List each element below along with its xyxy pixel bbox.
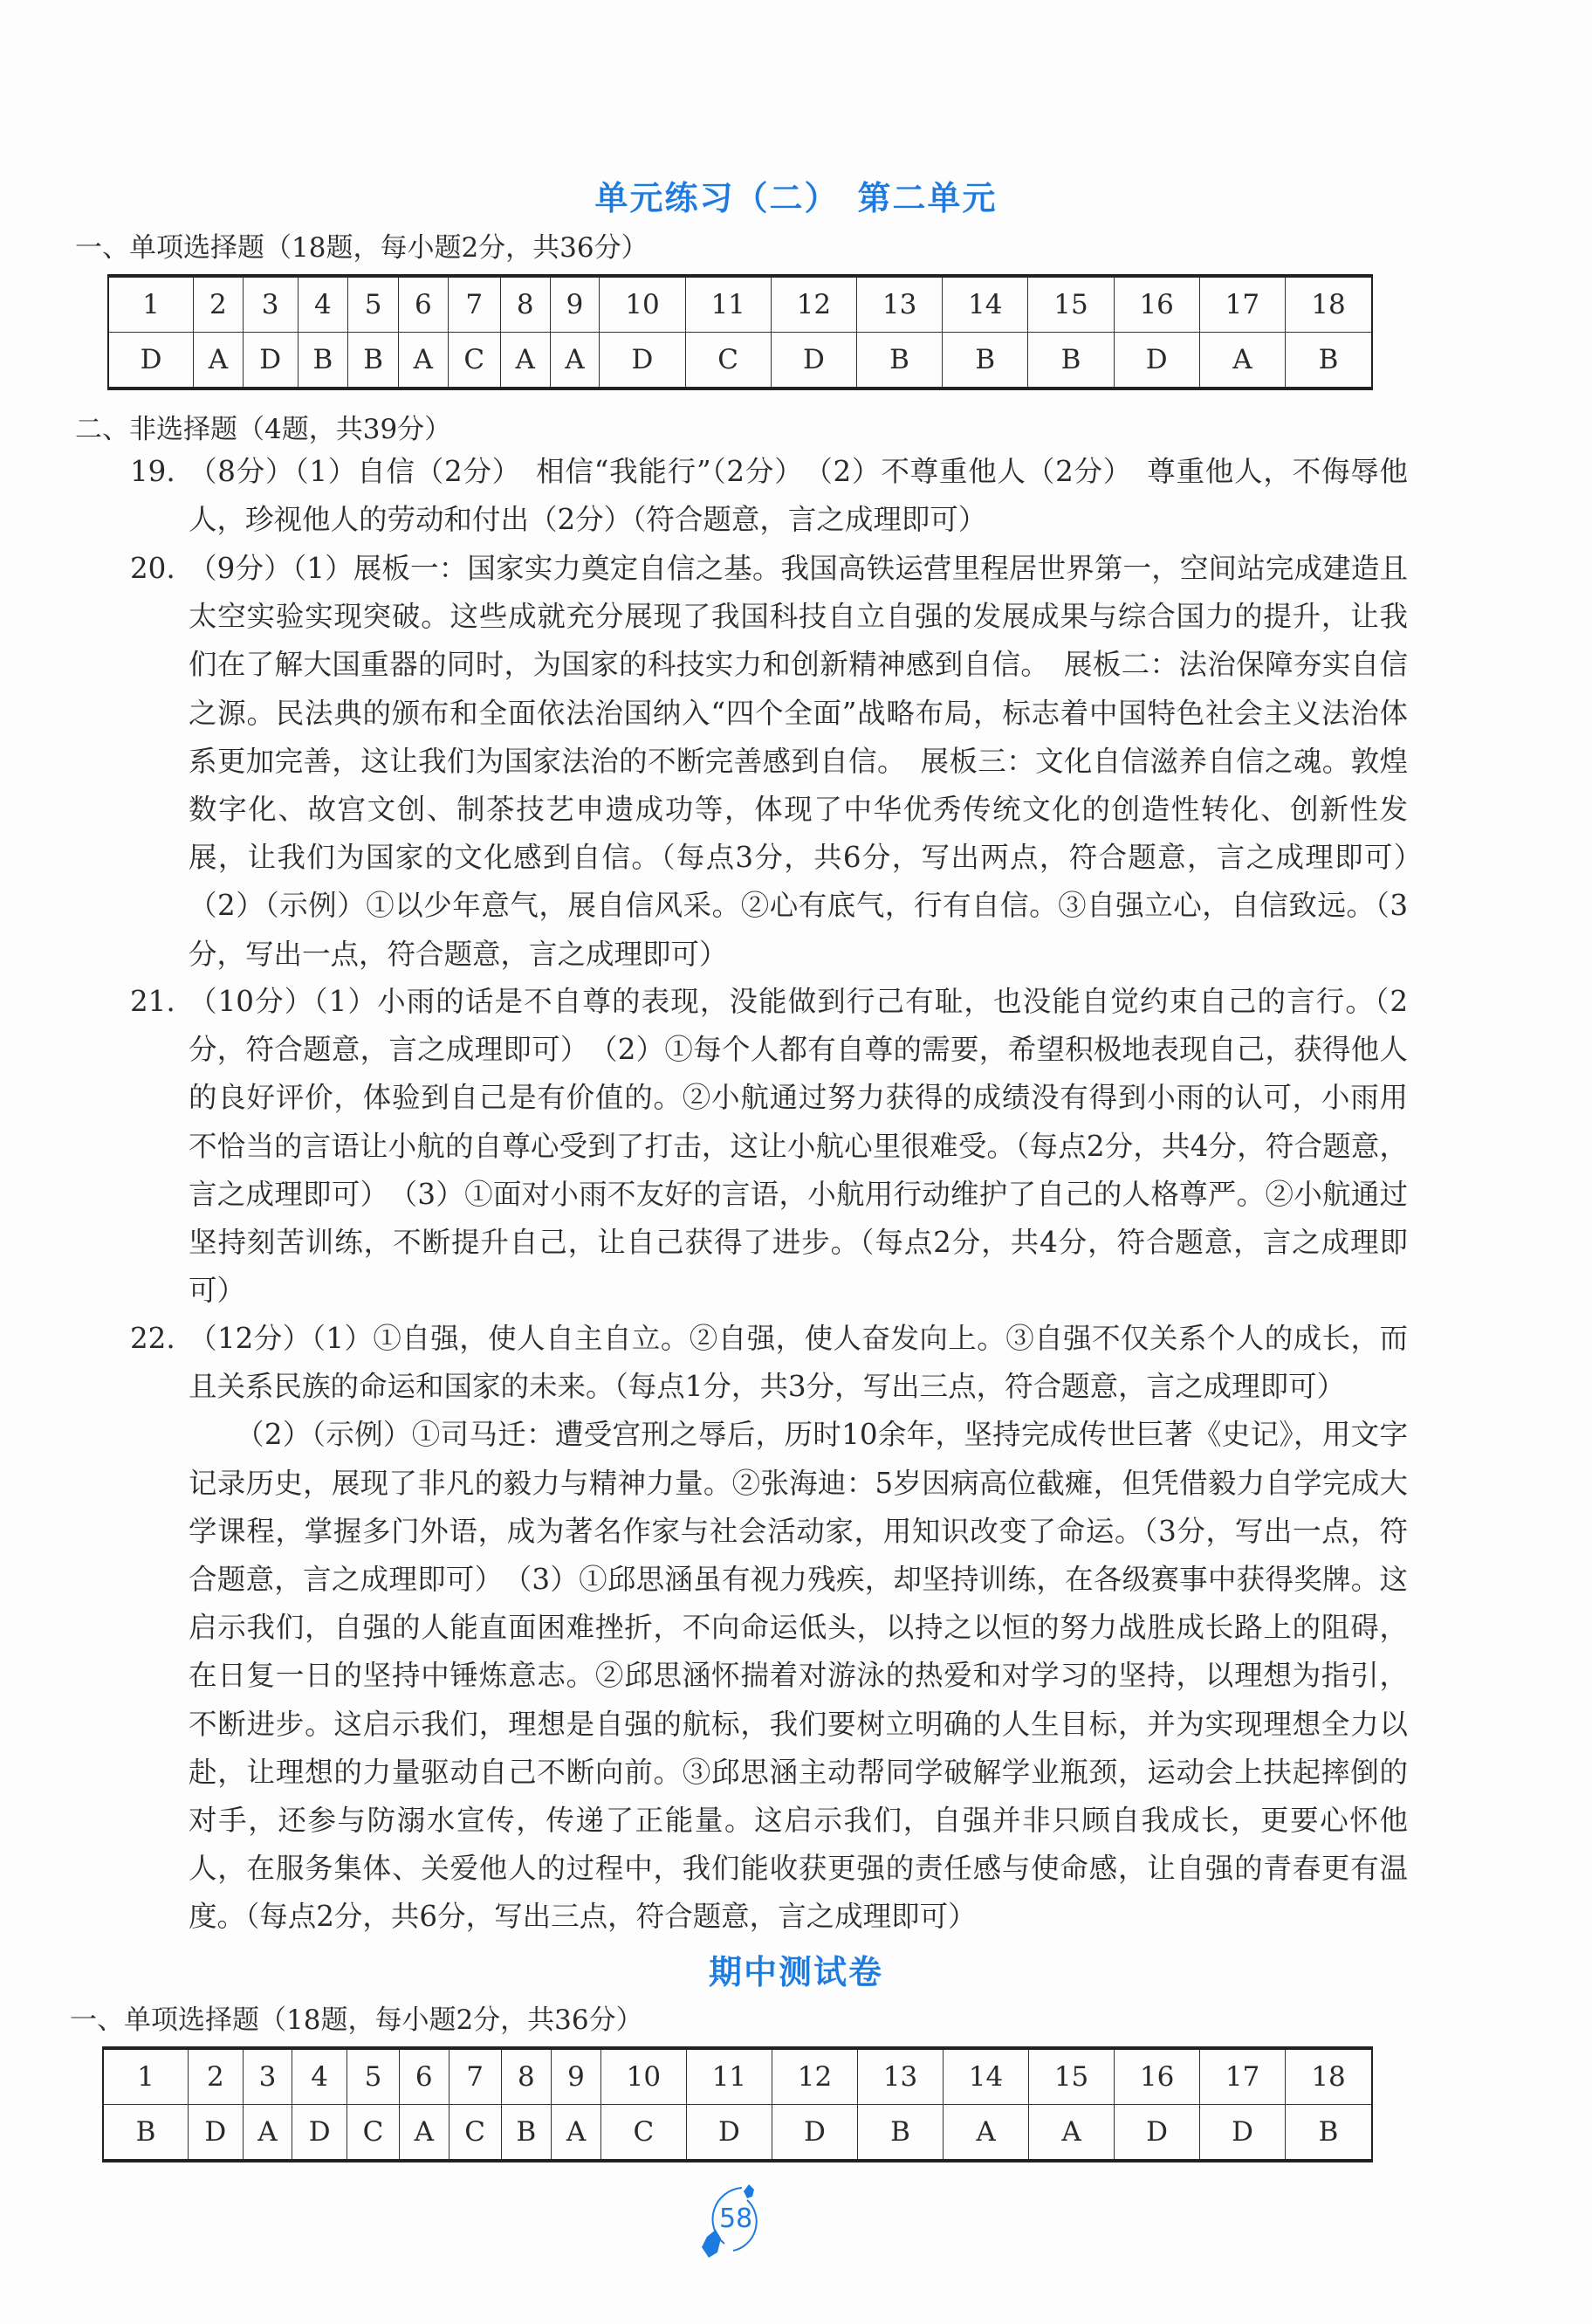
question-number-cell: 4 (292, 2048, 347, 2105)
answer-cell: D (1114, 333, 1199, 389)
question-number-cell: 6 (399, 2048, 449, 2105)
answer-cell: D (686, 2105, 772, 2162)
question-number-cell: 1 (108, 276, 194, 333)
midterm-title: 期中测试卷 (708, 1952, 883, 1991)
answer-cell: C (600, 2105, 686, 2162)
answer-cell: D (189, 2105, 244, 2162)
question-number: 19. (130, 455, 175, 488)
question-19 (130, 448, 1408, 544)
answer-row (108, 333, 1372, 389)
question-number-cell: 10 (600, 276, 685, 333)
answer-cell: D (1200, 2105, 1286, 2162)
answer-cell: D (600, 333, 685, 389)
question-number-cell: 8 (501, 2048, 552, 2105)
answer-cell: A (194, 333, 244, 389)
question-number-cell: 13 (856, 276, 942, 333)
question-answer: （12分）（1）①自强，使人自主自立。②自强，使人奋发向上。③自强不仅关系个人的成长，而且关系民族的命运和国家的未来。（每点1分，共3分，写出三点，符合题意，言之成理即可） (189, 1322, 1408, 1404)
question-answer: （9分）（1）展板一：国家实力奠定自信之基。我国高铁运营里程居世界第一，空间站完成建造且太空实验实现突破。这些成就充分展现了我国科技自立自强的发展成果与综合国力的提升，让我们在了解大国重器的同时，为国家的科技实力和创新精神感到自信。 展板二：法治保障夯实自信之源。民法典的颁布和全面依法治国纳入“四个全面”战略布局，标志着中国特色社会主义法治体系更加完善，这让我们为国家法治的不断完善感到自信。 展板三：文化自信滋养自信之魂。敦煌数字化、故宫文创、制茶技艺申遗成功等，体现了中华优秀传统文化的创造性转化、创新性发展，让我们为国家的文化感到自信。（每点3分，共6分，写出两点，符合题意，言之成理即可） （2）（示例）①以少年意气，展自信风采。②心有底气，行有自信。③自强立心，自信致远。（3分，写出一点，符合题意，言之成理即可） (189, 552, 1437, 971)
question-answer: （10分）（1）小雨的话是不自尊的表现，没能做到行己有耻，也没能自觉约束自己的言行。（2分，符合题意，言之成理即可） （2）①每个人都有自尊的需要，希望积极地表现自己，获得他人的良好评价，体验到自己是有价值的。②小航通过努力获得的成绩没有得到小雨的认可，小雨用不恰当的言语让小航的自尊心受到了打击，这让小航心里很难受。（每点2分，共4分，符合题意，言之成理即可） （3）①面对小雨不友好的言语，小航用行动维护了自己的人格尊严。②小航通过坚持刻苦训练，不断提升自己，让自己获得了进步。（每点2分，共4分，符合题意，言之成理即可） (189, 985, 1408, 1308)
unit2-section1-heading: 一、单项选择题（18题，每小题2分，共36分） (75, 232, 648, 264)
midterm-answer-table (102, 2046, 1373, 2162)
question-number-cell: 14 (944, 2048, 1029, 2105)
question-22 (130, 1315, 1408, 1942)
answer-cell: A (399, 2105, 449, 2162)
answer-cell: B (1028, 333, 1114, 389)
question-number-cell: 13 (857, 2048, 943, 2105)
question-number-cell: 14 (943, 276, 1028, 333)
answer-cell: C (347, 2105, 400, 2162)
unit2-title: 单元练习（二） 第二单元 (594, 178, 998, 217)
answer-row (103, 2105, 1372, 2162)
question-number-cell: 16 (1115, 2048, 1200, 2105)
answer-cell: B (943, 333, 1028, 389)
answer-cell: A (398, 333, 448, 389)
question-number-cell: 3 (243, 276, 298, 333)
answer-cell: A (550, 333, 600, 389)
unit2-section2-heading: 二、非选择题（4题，共39分） (75, 414, 452, 445)
question-number-cell: 7 (448, 276, 500, 333)
question-21 (130, 978, 1408, 1315)
question-number-cell: 6 (398, 276, 448, 333)
answer-cell: B (501, 2105, 552, 2162)
answer-cell: D (771, 333, 856, 389)
answer-cell: C (449, 2105, 501, 2162)
answer-cell: D (1115, 2105, 1200, 2162)
question-number-cell: 17 (1200, 2048, 1286, 2105)
answer-cell: A (243, 2105, 292, 2162)
answer-cell: B (857, 2105, 943, 2162)
question-number-cell: 11 (686, 2048, 772, 2105)
answer-cell: B (1285, 333, 1372, 389)
answer-cell: B (856, 333, 942, 389)
answer-cell: B (1286, 2105, 1372, 2162)
answer-cell: D (243, 333, 298, 389)
question-number-cell: 12 (772, 2048, 857, 2105)
answer-cell: B (348, 333, 399, 389)
question-number: 20. (130, 552, 175, 585)
page-number-badge (690, 2183, 777, 2261)
question-answer: （8分）（1）自信（2分） 相信“我能行”（2分） （2）不尊重他人（2分） 尊重他人，不侮辱他人，珍视他人的劳动和付出（2分）（符合题意，言之成理即可） (189, 455, 1408, 537)
unit2-answer-table (107, 274, 1373, 390)
question-number-cell: 9 (550, 276, 600, 333)
question-number-cell: 18 (1286, 2048, 1372, 2105)
question-number-cell: 16 (1114, 276, 1199, 333)
midterm-section1-heading: 一、单项选择题（18题，每小题2分，共36分） (70, 2004, 643, 2036)
question-number-cell: 2 (194, 276, 244, 333)
question-number-row (108, 276, 1372, 333)
answer-cell: A (552, 2105, 601, 2162)
answer-cell: A (1029, 2105, 1115, 2162)
answer-cell: C (448, 333, 500, 389)
question-number-cell: 5 (347, 2048, 400, 2105)
question-number-cell: 15 (1028, 276, 1114, 333)
page-number: 58 (719, 2204, 753, 2234)
answer-cell: D (292, 2105, 347, 2162)
question-20 (130, 545, 1437, 979)
question-number-cell: 17 (1199, 276, 1285, 333)
question-number-cell: 18 (1285, 276, 1372, 333)
question-number-cell: 12 (771, 276, 856, 333)
question-number-cell: 11 (685, 276, 771, 333)
answer-cell: D (772, 2105, 857, 2162)
answer-cell: A (944, 2105, 1029, 2162)
answer-cell: A (500, 333, 550, 389)
question-number: 22. (130, 1322, 175, 1355)
question-number-row (103, 2048, 1372, 2105)
question-number-cell: 3 (243, 2048, 292, 2105)
question-number-cell: 15 (1029, 2048, 1115, 2105)
answer-cell: B (103, 2105, 189, 2162)
question-number-cell: 1 (103, 2048, 189, 2105)
question-number-cell: 9 (552, 2048, 601, 2105)
question-number-cell: 7 (449, 2048, 501, 2105)
question-number-cell: 8 (500, 276, 550, 333)
question-number-cell: 2 (189, 2048, 244, 2105)
question-answer-part2: （2）（示例）①司马迁：遭受宫刑之辱后，历时10余年，坚持完成传世巨著《史记》，用文字记录历史，展现了非凡的毅力与精神力量。②张海迪：5岁因病高位截瘫，但凭借毅力自学完成大学课程，掌握多门外语，成为著名作家与社会活动家，用知识改变了命运。（3分，写出一点，符合题意，言之成理即可） （3）①邱思涵虽有视力残疾，却坚持训练，在各级赛事中获得奖牌。这启示我们，自强的人能直面困难挫折，不向命运低头，以持之以恒的努力战胜成长路上的阻碍，在日复一日的坚持中锤炼意志。②邱思涵怀揣着对游泳的热爱和对学习的坚持，以理想为指引，不断进步。这启示我们，理想是自强的航标，我们要树立明确的人生目标，并为实现理想全力以赴，让理想的力量驱动自己不断向前。③邱思涵主动帮同学破解学业瓶颈，运动会上扶起摔倒的对手，还参与防溺水宣传，传递了正能量。这启示我们，自强并非只顾自我成长，更要心怀他人，在服务集体、关爱他人的过程中，我们能收获更强的责任感与使命感，让自强的青春更有温度。（每点2分，共6分，写出三点，符合题意，言之成理即可） (189, 1418, 1408, 1934)
question-number-cell: 5 (348, 276, 399, 333)
question-number-cell: 10 (600, 2048, 686, 2105)
answer-cell: D (108, 333, 194, 389)
answer-cell: A (1199, 333, 1285, 389)
question-number: 21. (130, 985, 175, 1018)
answer-cell: B (298, 333, 348, 389)
answer-cell: C (685, 333, 771, 389)
question-number-cell: 4 (298, 276, 348, 333)
